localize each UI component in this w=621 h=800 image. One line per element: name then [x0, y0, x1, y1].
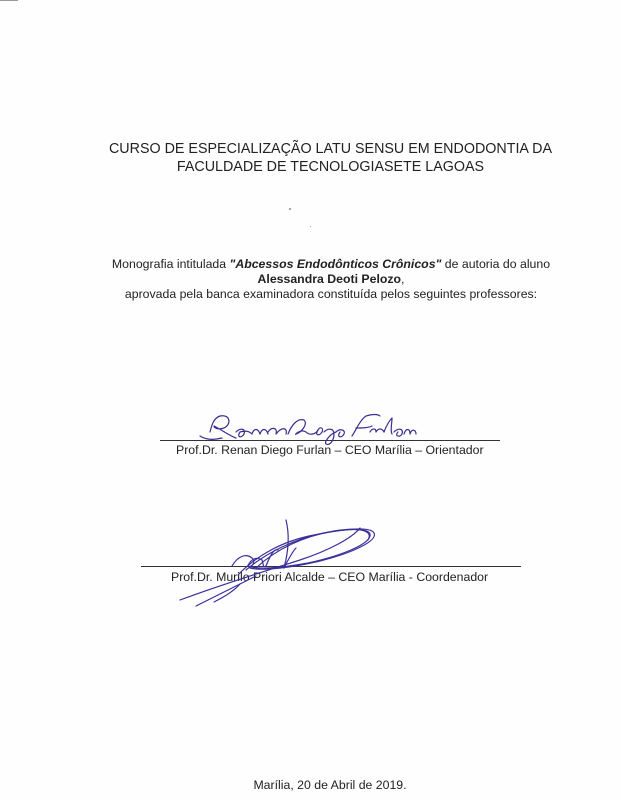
- course-title: [0, 140, 621, 176]
- caption-coordinator: Prof.Dr. Murilo Priori Alcalde – CEO Marília - Coordenador: [171, 570, 489, 584]
- scan-speck: [310, 226, 311, 227]
- course-title-line-1: CURSO DE ESPECIALIZAÇÃO LATU SENSU EM ENDODONTIA DA: [108, 141, 553, 157]
- monograph-title: "Abcessos Endodônticos Crônicos": [229, 257, 442, 271]
- approval-prefix: Monografia intitulada: [111, 257, 230, 271]
- author-name: Alessandra Deoti Pelozo: [257, 272, 402, 286]
- document-date: Marília, 20 de Abril de 2019.: [253, 778, 407, 792]
- approval-line-1: [0, 257, 621, 272]
- scan-speck: [289, 208, 291, 210]
- approval-line-2: [0, 272, 621, 287]
- coordinator-signature: [180, 520, 374, 606]
- author-suffix: ,: [401, 272, 405, 286]
- scan-edge-mark: [0, 0, 18, 1]
- caption-advisor: Prof.Dr. Renan Diego Furlan – CEO Marília – Orientador: [176, 443, 484, 457]
- signature-line-coordinator: [141, 566, 521, 567]
- course-title-line-2: FACULDADE DE TECNOLOGIASETE LAGOAS: [176, 159, 485, 175]
- approval-line-3: aprovada pela banca examinadora constituída pelos seguintes professores:: [124, 287, 538, 301]
- approval-statement: [0, 257, 621, 302]
- signature-line-advisor: [160, 440, 500, 441]
- approval-middle: de autoria do aluno: [441, 257, 551, 271]
